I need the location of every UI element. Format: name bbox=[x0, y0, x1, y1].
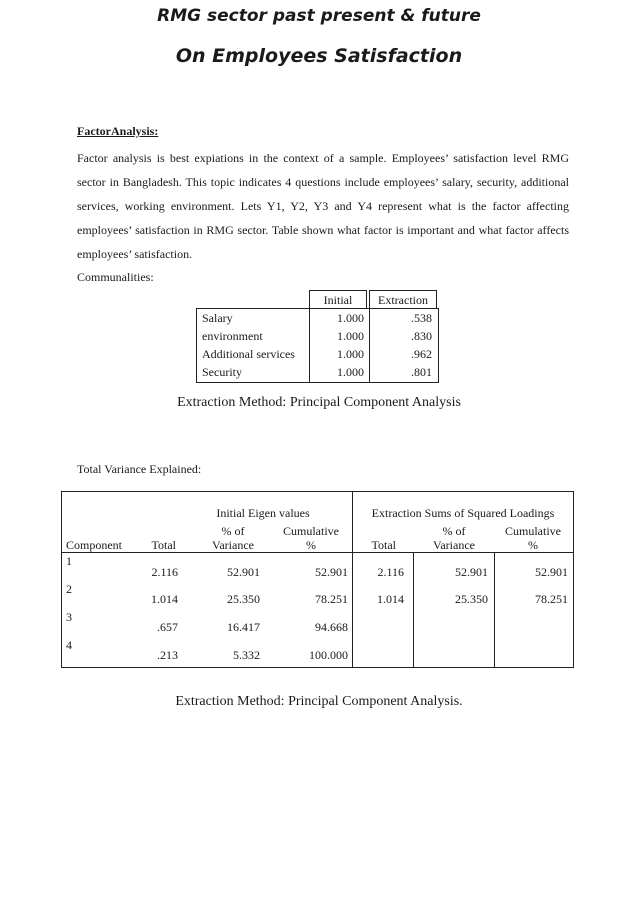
header-divider bbox=[62, 552, 573, 553]
communalities-initial-value: 1.000 bbox=[337, 365, 364, 379]
eigen-pct: 52.901 bbox=[227, 565, 260, 579]
eigen-total: .657 bbox=[157, 620, 178, 634]
communalities-initial-value: 1.000 bbox=[337, 347, 364, 361]
col-header-ex-pct-line1: % of bbox=[442, 524, 466, 538]
communalities-header-initial: Initial bbox=[309, 290, 367, 309]
col-header-component: Component bbox=[66, 538, 122, 552]
communalities-extraction-value: .801 bbox=[411, 365, 432, 379]
col-divider bbox=[369, 308, 370, 382]
communalities-label: Communalities: bbox=[77, 270, 154, 284]
communalities-extraction-value: .538 bbox=[411, 311, 432, 325]
eigen-total: .213 bbox=[157, 648, 178, 662]
col-header-ex-cum-line2: % bbox=[528, 538, 538, 552]
eigen-cum: 52.901 bbox=[315, 565, 348, 579]
communalities-row-label: Salary bbox=[202, 311, 233, 325]
group-header-extraction: Extraction Sums of Squared Loadings bbox=[371, 506, 555, 520]
col-divider bbox=[494, 552, 495, 667]
communalities-extraction-value: .830 bbox=[411, 329, 432, 343]
group-header-initial: Initial Eigen values bbox=[216, 506, 310, 520]
col-header-ex-cum-line1: Cumulative bbox=[505, 524, 561, 538]
col-divider bbox=[309, 308, 310, 382]
col-header-total: Total bbox=[151, 538, 176, 552]
eigen-cum: 94.668 bbox=[315, 620, 348, 634]
col-header-pct-line1: % of bbox=[221, 524, 245, 538]
variance-extraction-method: Extraction Method: Principal Component Analysis. bbox=[175, 694, 463, 709]
communalities-extraction-value: .962 bbox=[411, 347, 432, 361]
group-divider bbox=[352, 492, 353, 667]
eigen-cum: 78.251 bbox=[315, 592, 348, 606]
eigen-pct: 25.350 bbox=[227, 592, 260, 606]
ex-pct: 25.350 bbox=[455, 592, 488, 606]
col-header-ex-total: Total bbox=[371, 538, 396, 552]
component-number: 3 bbox=[66, 610, 72, 624]
communalities-extraction-method: Extraction Method: Principal Component Analysis bbox=[177, 395, 461, 410]
communalities-initial-value: 1.000 bbox=[337, 329, 364, 343]
communalities-header-extraction: Extraction bbox=[369, 290, 437, 309]
component-number: 2 bbox=[66, 582, 72, 596]
component-number: 1 bbox=[66, 554, 72, 568]
ex-pct: 52.901 bbox=[455, 565, 488, 579]
eigen-pct: 16.417 bbox=[227, 620, 260, 634]
intro-paragraph: Factor analysis is best expiations in the context of a sample. Employees’ satisfaction level RMG sector in Bangladesh. This topic indicates 4 questions include employees’ salary, security, additional services, working environment. Lets Y1, Y2, Y3 and Y4 represent what is the factor affecting employees’ satisfaction in RMG sector. Table shown what factor is important and what factor affects employees’ satisfaction. bbox=[77, 151, 569, 261]
ex-cum: 52.901 bbox=[535, 565, 568, 579]
communalities-row-label: environment bbox=[202, 329, 263, 343]
col-header-cum-line2: % bbox=[306, 538, 316, 552]
ex-total: 1.014 bbox=[377, 592, 404, 606]
col-header-cum-line1: Cumulative bbox=[283, 524, 339, 538]
eigen-total: 1.014 bbox=[151, 592, 178, 606]
component-number: 4 bbox=[66, 638, 72, 652]
col-header-ex-pct-line2: Variance bbox=[433, 538, 475, 552]
section-heading: FactorAnalysis: bbox=[77, 124, 159, 138]
eigen-pct: 5.332 bbox=[233, 648, 260, 662]
ex-cum: 78.251 bbox=[535, 592, 568, 606]
variance-table bbox=[61, 491, 574, 668]
col-header-pct-line2: Variance bbox=[212, 538, 254, 552]
variance-label: Total Variance Explained: bbox=[77, 462, 202, 476]
ex-total: 2.116 bbox=[377, 565, 404, 579]
document-title: RMG sector past present & future bbox=[157, 6, 481, 26]
eigen-total: 2.116 bbox=[151, 565, 178, 579]
document-subtitle: On Employees Satisfaction bbox=[175, 45, 463, 67]
communalities-initial-value: 1.000 bbox=[337, 311, 364, 325]
communalities-table bbox=[196, 289, 439, 382]
col-divider bbox=[413, 552, 414, 667]
eigen-cum: 100.000 bbox=[309, 648, 348, 662]
communalities-row-label: Additional services bbox=[202, 347, 295, 361]
communalities-row-label: Security bbox=[202, 365, 242, 379]
